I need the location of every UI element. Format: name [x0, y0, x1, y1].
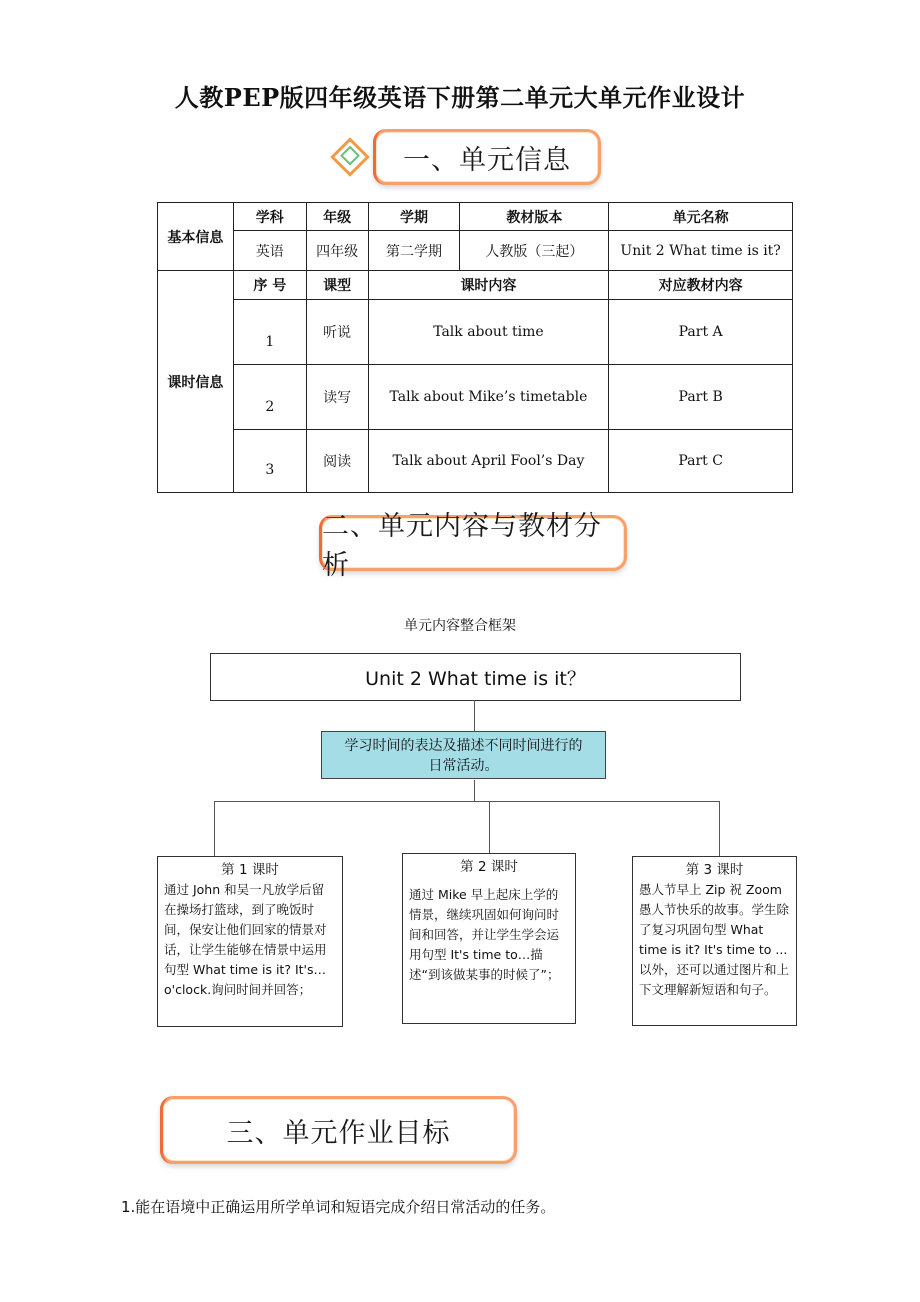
table-header: 课时内容	[368, 271, 609, 300]
table-header: 对应教材内容	[609, 271, 793, 300]
lesson-part: Part B	[609, 365, 793, 430]
lesson-part: Part C	[609, 430, 793, 493]
unit-title-box: Unit 2 What time is it？	[210, 653, 741, 701]
table-row	[158, 365, 793, 430]
framework-caption: 单元内容整合框架	[404, 618, 516, 634]
table-header: 学科	[233, 203, 306, 231]
lesson-info-label: 课时信息	[158, 271, 234, 493]
table-cell: 人教版（三起）	[460, 231, 609, 271]
table-row	[158, 300, 793, 365]
table-header: 课型	[306, 271, 368, 300]
lesson-box-text: 愚人节早上 Zip 祝 Zoom 愚人节快乐的故事。学生除了复习巩固句型 What time is it? It's time to ...以外，还可以通过图片和上下文理解新短语和句子。	[639, 882, 790, 997]
unit-info-table	[157, 202, 793, 493]
connector-line	[489, 801, 490, 853]
basic-info-label: 基本信息	[158, 203, 234, 271]
lesson-content: Talk about time	[368, 300, 609, 365]
table-cell: 第二学期	[368, 231, 460, 271]
lesson-box-title: 第 1 课时	[221, 862, 279, 878]
connector-line	[474, 780, 475, 802]
lesson-number: 2	[233, 365, 306, 430]
section-banner-content-analysis: 二、单元内容与教材分析	[319, 515, 627, 571]
lesson-box-title: 第 3 课时	[685, 862, 744, 878]
lesson-box-text: 通过 John 和吴一凡放学后留在操场打篮球，到了晚饭时间，保安让他们回家的情景对话，让学生能够在情景中运用句型 What time is it? It's…o'clock.询问时间并回答；	[164, 882, 327, 997]
lesson-content: Talk about Mike’s timetable	[368, 365, 609, 430]
goal-text-line: 日常活动。	[428, 758, 499, 774]
lesson-content: Talk about April Fool’s Day	[368, 430, 609, 493]
table-row	[158, 430, 793, 493]
table-cell: 英语	[233, 231, 306, 271]
homework-goal-item: 1.能在语境中正确运用所学单词和短语完成介绍日常活动的任务。	[121, 1198, 556, 1216]
lesson-box-title: 第 2 课时	[460, 859, 518, 875]
lesson-type: 阅读	[306, 430, 368, 493]
table-header: 学期	[368, 203, 460, 231]
table-cell: 四年级	[306, 231, 368, 271]
lesson-box-2	[402, 853, 576, 1024]
unit-goal-box	[321, 731, 606, 779]
goal-text-line: 学习时间的表达及描述不同时间进行的	[344, 738, 583, 754]
table-header: 教材版本	[460, 203, 609, 231]
table-cell: Unit 2 What time is it?	[609, 231, 793, 271]
lesson-part: Part A	[609, 300, 793, 365]
document-title: 人教PEP版四年级英语下册第二单元大单元作业设计	[174, 83, 746, 112]
section-banner-homework-goals: 三、单元作业目标	[160, 1096, 517, 1164]
connector-line	[214, 801, 720, 802]
lesson-box-text: 通过 Mike 早上起床上学的情景，继续巩固如何询问时间和回答，并让学生学会运用句型 It's time to…描述“到该做某事的时候了”；	[409, 887, 560, 982]
lesson-box-1	[157, 856, 343, 1027]
section-banner-unit-info: 一、单元信息	[373, 129, 601, 185]
lesson-box-3	[632, 856, 797, 1026]
table-header: 单元名称	[609, 203, 793, 231]
lesson-type: 读写	[306, 365, 368, 430]
table-header: 年级	[306, 203, 368, 231]
connector-line	[214, 801, 215, 856]
lesson-number: 3	[233, 430, 306, 493]
diamond-icon	[330, 137, 370, 177]
connector-line	[719, 801, 720, 856]
table-header: 序 号	[233, 271, 306, 300]
connector-line	[474, 700, 475, 731]
lesson-type: 听说	[306, 300, 368, 365]
lesson-number: 1	[233, 300, 306, 365]
